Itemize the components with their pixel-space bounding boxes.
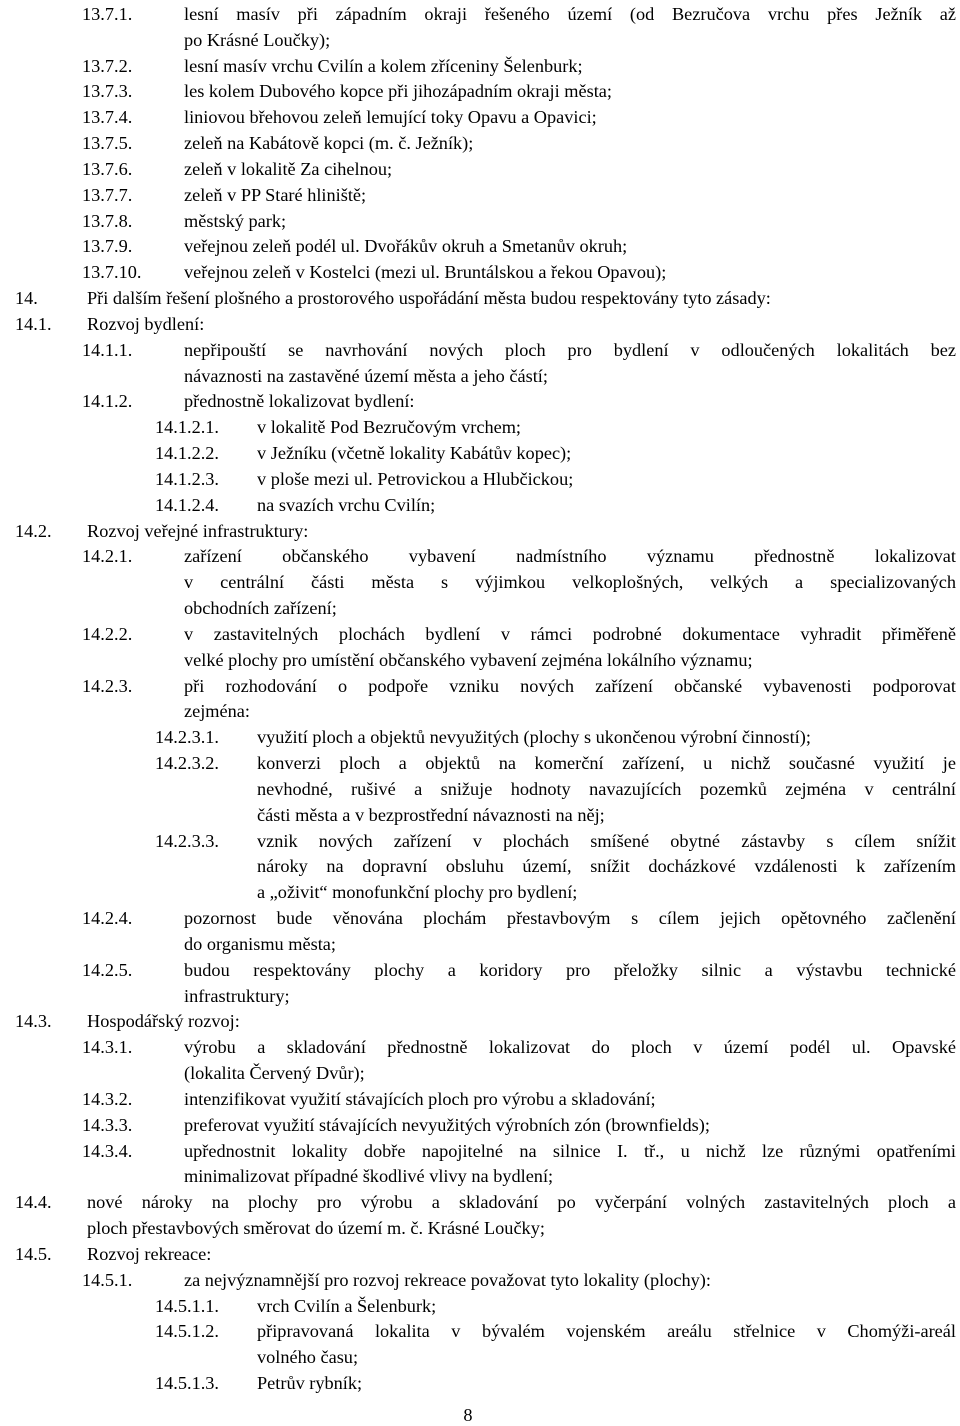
item-number: 13.7.1.	[82, 4, 133, 24]
text-line	[0, 182, 960, 208]
text-line	[0, 1008, 960, 1034]
text-line	[0, 828, 960, 854]
text-line	[0, 673, 960, 699]
item-text: po Krásné Loučky);	[184, 29, 331, 50]
item-number: 13.7.4.	[82, 107, 133, 128]
text-line	[0, 156, 960, 182]
item-number: 14.	[15, 288, 38, 309]
item-text: vrch Cvilín a Šelenburk;	[257, 1295, 437, 1316]
item-number: 14.5.1.2.	[155, 1321, 219, 1342]
text-line	[0, 1344, 960, 1370]
item-text: infrastruktury;	[184, 985, 290, 1006]
item-text: lesní masív vrchu Cvilín a kolem zříceniny Šelenburk;	[184, 55, 583, 76]
item-text: v ploše mezi ul. Petrovickou a Hlubčickou;	[257, 468, 574, 489]
item-text: Rozvoj bydlení:	[87, 313, 205, 334]
text-line	[0, 1318, 960, 1344]
text-line	[0, 931, 960, 957]
item-text: výrobu a skladování přednostně lokalizovat do ploch v území podél ul. Opavské	[184, 1037, 956, 1058]
item-number: 14.1.2.4.	[155, 494, 219, 515]
page-number: 8	[463, 1405, 473, 1425]
item-text: zařízení občanského vybavení nadmístního významu přednostně lokalizovat	[184, 546, 956, 567]
item-text: veřejnou zeleň podél ul. Dvořákův okruh a Smetanův okruh;	[184, 236, 628, 257]
text-line	[0, 1370, 960, 1396]
text-line	[0, 569, 960, 595]
text-line	[0, 776, 960, 802]
item-number: 14.2.3.1.	[155, 727, 219, 748]
item-text: v centrální části města s výjimkou velkoplošných, velkých a specializovaných	[184, 572, 956, 593]
item-text: budou respektovány plochy a koridory pro přeložky silnic a výstavbu technické	[184, 959, 956, 980]
text-line	[0, 78, 960, 104]
text-line	[0, 1189, 960, 1215]
item-text: vznik nových zařízení v plochách smíšené obytné zástavby s cílem snížit	[257, 830, 956, 851]
text-line	[0, 259, 960, 285]
item-text: v Ježníku (včetně lokality Kabátův kopec);	[257, 443, 572, 464]
item-number: 14.1.	[15, 313, 52, 334]
item-text: les kolem Dubového kopce při jihozápadním okraji města;	[184, 81, 612, 102]
text-line	[0, 1241, 960, 1267]
text-line	[0, 647, 960, 673]
text-line	[0, 698, 960, 724]
text-line	[0, 388, 960, 414]
text-line	[0, 285, 960, 311]
item-number: 14.5.1.1.	[155, 1295, 219, 1316]
item-number: 14.2.3.	[82, 675, 133, 696]
item-text: nové nároky na plochy pro výrobu a skladování po vyčerpání volných zastavitelných ploch a	[87, 1192, 956, 1213]
item-text: (lokalita Červený Dvůr);	[184, 1063, 365, 1084]
text-line	[0, 414, 960, 440]
text-line	[0, 1112, 960, 1138]
text-line	[0, 905, 960, 931]
item-number: 13.7.9.	[82, 236, 133, 257]
item-text: části města a v bezprostřední návaznosti na něj;	[257, 804, 605, 825]
item-number: 14.5.1.	[82, 1269, 133, 1290]
text-line	[0, 27, 960, 53]
text-line	[0, 750, 960, 776]
item-text: preferovat využití stávajících nevyužitých výrobních zón (brownfields);	[184, 1114, 710, 1135]
item-text: konverzi ploch a objektů na komerční zařízení, u nichž současné využití je	[257, 753, 956, 774]
text-line	[0, 363, 960, 389]
item-number: 13.7.8.	[82, 210, 133, 231]
item-text: Rozvoj veřejné infrastruktury:	[87, 520, 309, 541]
item-text: zejména:	[184, 701, 250, 722]
item-text: upřednostnit lokality dobře napojitelné na silnice I. tř., u nichž lze různými opatřeními	[184, 1140, 956, 1161]
item-number: 14.1.2.	[82, 391, 133, 412]
text-line	[0, 130, 960, 156]
item-number: 13.7.6.	[82, 158, 133, 179]
text-line	[0, 595, 960, 621]
text-line	[0, 104, 960, 130]
item-text: velké plochy pro umístění občanského vybavení zejména lokálního významu;	[184, 649, 753, 670]
text-line	[0, 492, 960, 518]
item-number: 14.1.2.3.	[155, 468, 219, 489]
text-line	[0, 466, 960, 492]
item-number: 14.5.	[15, 1243, 52, 1264]
item-text: do organismu města;	[184, 933, 336, 954]
text-line	[0, 724, 960, 750]
item-text: zeleň na Kabátově kopci (m. č. Ježník);	[184, 133, 474, 154]
text-line	[0, 621, 960, 647]
text-line	[0, 208, 960, 234]
text-line	[0, 440, 960, 466]
item-number: 14.1.2.2.	[155, 443, 219, 464]
item-number: 14.2.4.	[82, 908, 133, 929]
text-line	[0, 957, 960, 983]
item-number: 13.7.7.	[82, 184, 133, 205]
item-text: na svazích vrchu Cvilín;	[257, 494, 436, 515]
item-text: intenzifikovat využití stávajících ploch pro výrobu a skladování;	[184, 1088, 656, 1109]
item-number: 14.2.2.	[82, 623, 133, 644]
text-line	[0, 1034, 960, 1060]
item-text: za nejvýznamnější pro rozvoj rekreace považovat tyto lokality (plochy):	[184, 1269, 711, 1290]
text-line	[0, 879, 960, 905]
item-text: Rozvoj rekreace:	[87, 1243, 212, 1264]
item-number: 14.1.1.	[82, 339, 133, 360]
text-line	[0, 337, 960, 363]
text-line	[0, 853, 960, 879]
item-number: 14.3.1.	[82, 1037, 133, 1058]
item-text: minimalizovat případné škodlivé vlivy na bydlení;	[184, 1166, 554, 1187]
item-text: přednostně lokalizovat bydlení:	[184, 391, 415, 412]
item-number: 13.7.2.	[82, 55, 133, 76]
item-text: návaznosti na zastavěné území města a jeho částí;	[184, 365, 548, 386]
text-line	[0, 1, 960, 27]
item-number: 14.5.1.3.	[155, 1372, 219, 1393]
item-text: využití ploch a objektů nevyužitých (plochy s ukončenou výrobní činností);	[257, 727, 811, 748]
item-text: volného času;	[257, 1347, 359, 1368]
item-text: při rozhodování o podpoře vzniku nových zařízení občanské vybavenosti podporovat	[184, 675, 956, 696]
text-line	[0, 518, 960, 544]
item-number: 14.1.2.1.	[155, 417, 219, 438]
item-number: 14.2.3.3.	[155, 830, 219, 851]
item-number: 14.2.5.	[82, 959, 133, 980]
text-line	[0, 1138, 960, 1164]
text-line	[0, 1060, 960, 1086]
item-number: 14.3.4.	[82, 1140, 133, 1161]
item-text: nepřipouští se navrhování nových ploch pro bydlení v odloučených lokalitách bez	[184, 339, 956, 360]
item-text: liniovou břehovou zeleň lemující toky Opavu a Opavici;	[184, 107, 597, 128]
text-line	[0, 1293, 960, 1319]
item-text: městský park;	[184, 210, 287, 231]
item-number: 14.3.3.	[82, 1114, 133, 1135]
item-text: pozornost bude věnována plochám přestavbovým s cílem jejich opětovného začlenění	[184, 908, 956, 929]
item-text: Hospodářský rozvoj:	[87, 1011, 240, 1032]
item-number: 13.7.5.	[82, 133, 133, 154]
item-number: 14.2.3.2.	[155, 753, 219, 774]
item-number: 14.3.	[15, 1011, 52, 1032]
item-text: ploch přestavbových směrovat do území m. č. Krásné Loučky;	[87, 1218, 545, 1238]
item-text: veřejnou zeleň v Kostelci (mezi ul. Bruntálskou a řekou Opavou);	[184, 262, 667, 283]
text-line	[0, 1215, 960, 1241]
text-line	[0, 53, 960, 79]
item-text: v lokalitě Pod Bezručovým vrchem;	[257, 417, 521, 438]
item-text: obchodních zařízení;	[184, 598, 337, 619]
text-line	[0, 1086, 960, 1112]
text-line	[0, 1267, 960, 1293]
item-number: 13.7.3.	[82, 81, 133, 102]
text-line	[0, 543, 960, 569]
item-text: nevhodné, rušivé a snižuje hodnoty navazujících pozemků zejména v centrální	[257, 778, 956, 799]
item-number: 14.3.2.	[82, 1088, 133, 1109]
text-line	[0, 233, 960, 259]
text-line	[0, 1163, 960, 1189]
text-line	[0, 983, 960, 1009]
text-line	[0, 311, 960, 337]
item-number: 14.2.1.	[82, 546, 133, 567]
item-number: 14.2.	[15, 520, 52, 541]
text-line	[0, 802, 960, 828]
item-text: v zastavitelných plochách bydlení v rámci podrobné dokumentace vyhradit přiměřeně	[184, 623, 956, 644]
item-text: lesní masív při západním okraji řešeného území (od Bezručova vrchu přes Ježník až	[184, 4, 956, 24]
item-text: připravovaná lokalita v bývalém vojenském areálu střelnice v Chomýži-areál	[257, 1321, 956, 1342]
item-text: zeleň v lokalitě Za cihelnou;	[184, 158, 393, 179]
item-text: a „oživit“ monofunkční plochy pro bydlení;	[257, 882, 578, 903]
item-number: 14.4.	[15, 1192, 52, 1213]
item-text: Při dalším řešení plošného a prostorového uspořádání města budou respektovány tyto zásady:	[87, 288, 771, 309]
item-number: 13.7.10.	[82, 262, 142, 283]
item-text: Petrův rybník;	[257, 1372, 363, 1393]
item-text: nároky na dopravní obsluhu území, snížit docházkové vzdálenosti k zařízením	[257, 856, 956, 877]
item-text: zeleň v PP Staré hliniště;	[184, 184, 367, 205]
